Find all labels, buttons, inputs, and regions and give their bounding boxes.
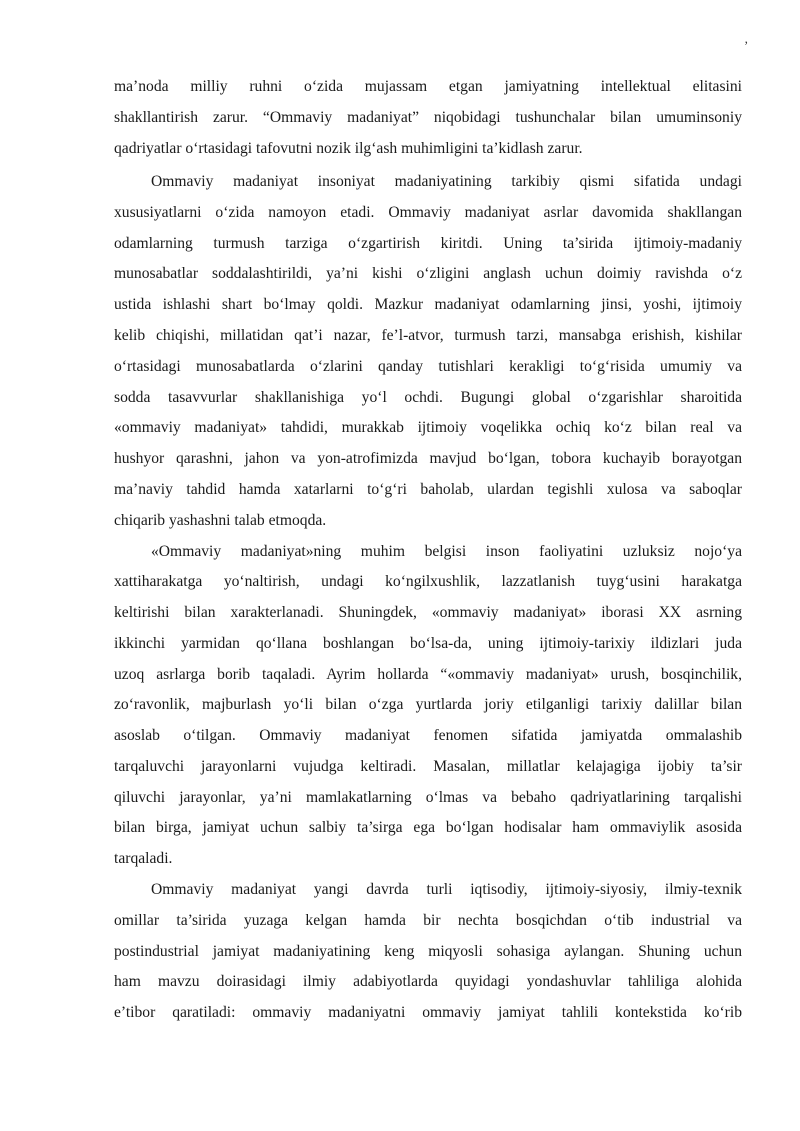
text-line: munosabatlar soddalashtirildi, ya’ni kishi o‘zligini anglash uchun doimiy ravishda o‘z	[114, 265, 742, 282]
text-line: keltirishi bilan xarakterlanadi. Shuningdek, «ommaviy madaniyat» iborasi XX asrning	[114, 604, 742, 621]
text-line: «ommaviy madaniyat» tahdidi, murakkab ijtimoiy voqelikka ochiq ko‘z bilan real va	[114, 419, 742, 436]
text-line: omillar ta’sirida yuzaga kelgan hamda bir nechta bosqichdan o‘tib industrial va	[114, 912, 742, 929]
text-line: xususiyatlarni o‘zida namoyon etadi. Ommaviy madaniyat asrlar davomida shakllangan	[114, 204, 742, 221]
text-line: sodda tasavvurlar shakllanishiga yo‘l ochdi. Bugungi global o‘zgarishlar sharoitida	[114, 389, 742, 406]
text-line: ikkinchi yarmidan qo‘llana boshlangan bo‘lsa-da, uning ijtimoiy-tarixiy ildizlari juda	[114, 635, 742, 652]
page-mark: ’	[744, 38, 749, 53]
text-line: odamlarning turmush tarziga o‘zgartirish kiritdi. Uning ta’sirida ijtimoiy-madaniy	[114, 235, 742, 252]
text-line: tarqaluvchi jarayonlarni vujudga keltiradi. Masalan, millatlar kelajagiga ijobiy ta’sir	[114, 758, 742, 775]
text-line: ham mavzu doirasidagi ilmiy adabiyotlarda quyidagi yondashuvlar tahliliga alohida	[114, 973, 742, 990]
text-line: xattiharakatga yo‘naltirish, undagi ko‘ngilxushlik, lazzatlanish tuyg‘usini harakatga	[114, 573, 742, 590]
text-line: qadriyatlar o‘rtasidagi tafovutni nozik ilg‘ash muhimligini ta’kidlash zarur.	[114, 140, 583, 157]
text-line: ma’noda milliy ruhni o‘zida mujassam etgan jamiyatning intellektual elitasini	[114, 78, 742, 95]
text-line: chiqarib yashashni talab etmoqda.	[114, 512, 327, 529]
text-line: o‘rtasidagi munosabatlarda o‘zlarini qanday tutishlari kerakligi to‘g‘risida umumiy va	[114, 358, 742, 375]
text-line: qiluvchi jarayonlar, ya’ni mamlakatlarning o‘lmas va bebaho qadriyatlarining tarqalishi	[114, 789, 742, 806]
text-line: bilan birga, jamiyat uchun salbiy ta’sirga ega bo‘lgan hodisalar ham ommaviylik asosida	[114, 819, 742, 836]
text-line: uzoq asrlarga borib taqaladi. Ayrim hollarda “«ommaviy madaniyat» urush, bosqinchilik,	[114, 666, 742, 683]
paragraph-first-line: Ommaviy madaniyat insoniyat madaniyatining tarkibiy qismi sifatida undagi	[151, 173, 742, 190]
text-line: zo‘ravonlik, majburlash yo‘li bilan o‘zga yurtlarda joriy etilganligi tarixiy dalillar bilan	[114, 696, 742, 713]
text-line: ustida ishlashi shart bo‘lmay qoldi. Mazkur madaniyat odamlarning jinsi, yoshi, ijtimoiy	[114, 296, 742, 313]
text-line: e’tibor qaratiladi: ommaviy madaniyatni ommaviy jamiyat tahlili kontekstida ko‘rib	[114, 1004, 742, 1021]
text-line: shakllantirish zarur. “Ommaviy madaniyat” niqobidagi tushunchalar bilan umuminsoniy	[114, 109, 742, 126]
paragraph-first-line: «Ommaviy madaniyat»ning muhim belgisi inson faoliyatini uzluksiz nojo‘ya	[151, 543, 742, 560]
text-line: kelib chiqishi, millatidan qat’i nazar, fe’l-atvor, turmush tarzi, mansabga erishish, kishilar	[114, 327, 742, 344]
text-line: tarqaladi.	[114, 850, 173, 867]
text-line: hushyor qarashni, jahon va yon-atrofimizda mavjud bo‘lgan, tobora kuchayib borayotgan	[114, 450, 742, 467]
text-line: postindustrial jamiyat madaniyatining keng miqyosli sohasiga aylangan. Shuning uchun	[114, 943, 742, 960]
text-line: ma’naviy tahdid hamda xatarlarni to‘g‘ri baholab, ulardan tegishli xulosa va saboqlar	[114, 481, 742, 498]
paragraph-first-line: Ommaviy madaniyat yangi davrda turli iqtisodiy, ijtimoiy-siyosiy, ilmiy-texnik	[151, 881, 742, 898]
text-line: asoslab o‘tilgan. Ommaviy madaniyat fenomen sifatida jamiyatda ommalashib	[114, 727, 742, 744]
